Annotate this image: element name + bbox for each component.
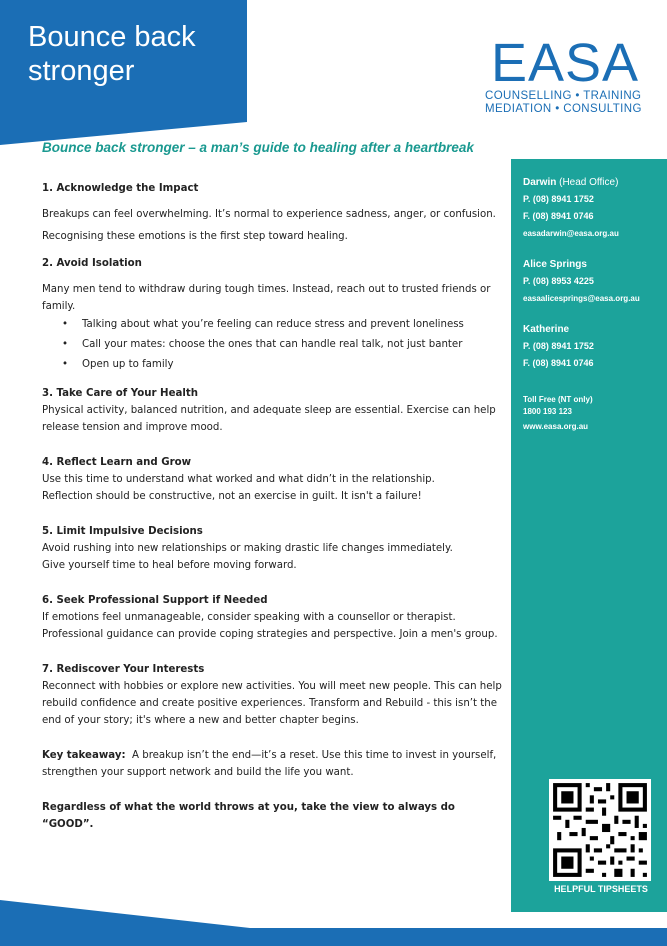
easa-logo (485, 33, 645, 116)
tollfree-label: Toll Free (NT only) (523, 395, 593, 404)
section-7-heading: 7. Rediscover Your Interests (42, 664, 205, 675)
section-7-text-1: Reconnect with hobbies or explore new activities. You will meet new people. This can help rebuild confidence and create positive experiences. Transform and Rebuild - this isn’t the end of your story; it's where a new and better chapter begins. (42, 681, 502, 726)
section-3-heading: 3. Take Care of Your Health (42, 388, 198, 399)
list-item: • Open up to family (82, 355, 502, 375)
title-line-1: Bounce back (28, 21, 196, 53)
section-4-text-2: Reflection should be constructive, not an exercise in guilt. It isn't a failure! (42, 491, 422, 502)
website-link[interactable]: www.easa.org.au (523, 422, 589, 431)
main-content (42, 180, 502, 833)
closing-statement: Regardless of what the world throws at you, take the view to always do “GOOD”. (42, 802, 455, 830)
darwin-fax: F. (08) 8941 0746 (523, 211, 594, 221)
section-2-heading: 2. Avoid Isolation (42, 258, 142, 269)
alice-name: Alice Springs (523, 259, 587, 270)
katherine-name: Katherine (523, 324, 570, 335)
footer-band (0, 900, 667, 946)
header-band (0, 0, 667, 160)
section-1-text-1: Breakups can feel overwhelming. It’s normal to experience sadness, anger, or confusion. (42, 209, 496, 220)
title-line-2: stronger (28, 55, 135, 87)
section-4-text-1: Use this time to understand what worked and what didn’t in the relationship. (42, 474, 435, 485)
section-5-text-1: Avoid rushing into new relationships or making drastic life changes immediately. (42, 543, 453, 554)
qr-code[interactable] (549, 779, 651, 881)
section-5-heading: 5. Limit Impulsive Decisions (42, 526, 203, 537)
section-3-text-1: Physical activity, balanced nutrition, and adequate sleep are essential. Exercise can help release tension and improve mood. (42, 405, 496, 433)
qr-label: HELPFUL TIPSHEETS (554, 884, 648, 894)
page-title (28, 20, 196, 88)
key-takeaway-text: A breakup isn’t the end—it’s a reset. Use this time to invest in yourself, strengthen your support network and build the life you want. (42, 750, 497, 778)
tollfree-number: 1800 193 123 (523, 407, 572, 416)
logo-word: EASA (491, 33, 640, 93)
darwin-phone: P. (08) 8941 1752 (523, 194, 594, 204)
logo-tagline-2: MEDIATION • CONSULTING (485, 103, 642, 115)
darwin-note: (Head Office) (559, 177, 619, 188)
section-2-text-1: Many men tend to withdraw during tough times. Instead, reach out to trusted friends or family. (42, 284, 491, 312)
alice-email[interactable]: easaalicesprings@easa.org.au (523, 294, 640, 303)
section-4-heading: 4. Reflect Learn and Grow (42, 457, 192, 468)
darwin-heading (523, 174, 663, 191)
darwin-email[interactable]: easadarwin@easa.org.au (523, 229, 619, 238)
section-6-text-2: Professional guidance can provide coping strategies and perspective. Join a men's group. (42, 629, 498, 640)
list-item: • Call your mates: choose the ones that can handle real talk, not just banter (82, 335, 502, 355)
section-6-text-1: If emotions feel unmanageable, consider speaking with a counsellor or therapist. (42, 612, 456, 623)
key-takeaway-label: Key takeaway: (42, 750, 126, 761)
list-item: • Talking about what you’re feeling can reduce stress and prevent loneliness (82, 315, 502, 335)
section-5-text-2: Give yourself time to heal before moving forward. (42, 560, 297, 571)
logo-tagline-1: COUNSELLING • TRAINING (485, 90, 642, 102)
section-1-heading: 1. Acknowledge the Impact (42, 183, 199, 194)
katherine-fax: F. (08) 8941 0746 (523, 358, 594, 368)
section-6-heading: 6. Seek Professional Support if Needed (42, 595, 268, 606)
katherine-phone: P. (08) 8941 1752 (523, 341, 594, 351)
section-1-text-2: Recognising these emotions is the first step toward healing. (42, 231, 348, 242)
darwin-name: Darwin (523, 177, 557, 188)
section-2-bullets (42, 315, 502, 375)
alice-phone: P. (08) 8953 4225 (523, 276, 594, 286)
contact-details (523, 174, 663, 435)
key-takeaway (42, 747, 502, 781)
document-subtitle: Bounce back stronger – a man’s guide to healing after a heartbreak (42, 140, 474, 155)
